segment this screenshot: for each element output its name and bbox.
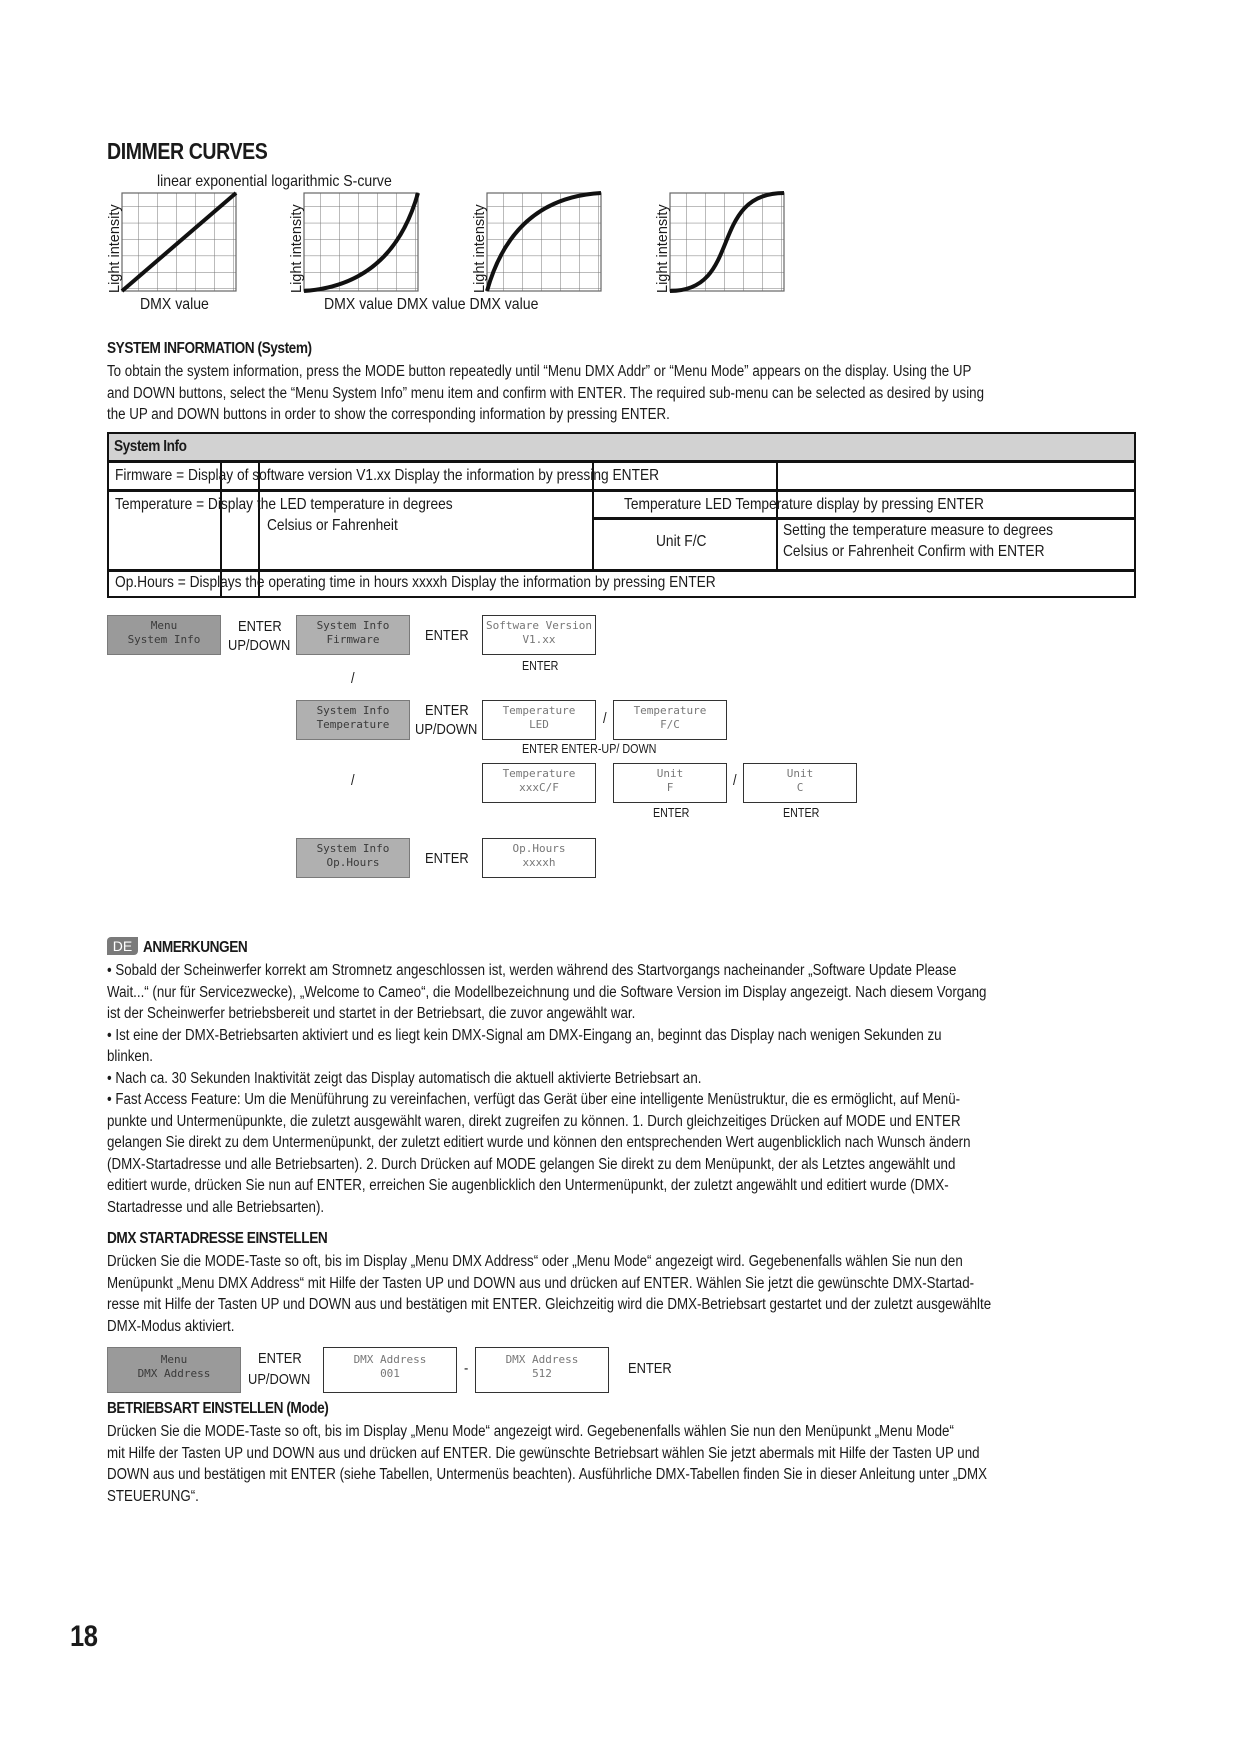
text-line: Wait...“ (nur für Servicezwecke), „Welcome to Cameo“, die Modellbezeichnung und die Software Version im Display angezeigt. Nach diesem Vorgang [107, 983, 987, 1001]
curve-xlabel-2: DMX value DMX value DMX value [324, 296, 539, 313]
text-line: punkte und Untermenüpunkte, die zuletzt ausgewählt waren, direkt zugreifen zu können. 1. Durch gleichzeitiges Drücken auf MODE und ENTER [107, 1112, 961, 1130]
text-line: gelangen Sie direkt zu dem Untermenüpunkt, der zuletzt editiert wurde und können den entsprechenden Wert augenblicklich nach Wunsch ändern [107, 1134, 971, 1151]
lcd-temperature-xxx: Temperature xxxC/F [482, 763, 596, 803]
curve-logarithmic-graph [487, 193, 601, 291]
table-line [107, 489, 1136, 492]
lcd-unit-f: Unit F [613, 763, 727, 803]
curve-exponential-graph [304, 193, 418, 291]
enter-label: ENTER [653, 806, 690, 820]
text-line: resse mit Hilfe der Tasten UP und DOWN aus und bestätigen mit ENTER. Gleichzeitig wird die DMX-Betriebsart gestartet und der zuletzt ausgewählte [107, 1296, 992, 1313]
enter-label: ENTER [425, 627, 469, 644]
text-line: editiert wurde, drücken Sie nun auf ENTER, erreichen Sie augenblicklich den Untermenüpunkt, der zuletzt angewählt und editiert wurde (DMX- [107, 1177, 949, 1194]
slash-label: / [351, 670, 355, 687]
curve-xlabel-1: DMX value [140, 296, 209, 313]
anmerkungen-heading: ANMERKUNGEN [143, 939, 248, 956]
table-header [109, 434, 1134, 460]
lcd-dmx-address-001: DMX Address 001 [323, 1347, 457, 1393]
curve-linear-graph [122, 193, 236, 291]
slash-label: / [351, 772, 355, 789]
system-info-heading: SYSTEM INFORMATION (System) [107, 340, 312, 357]
text-line: mit Hilfe der Tasten UP und DOWN aus und drücken auf ENTER. Die gewünschte Betriebsart wählen Sie jetzt abermals mit Hilfe der Tasten UP und [107, 1444, 980, 1462]
system-info-paragraph [107, 361, 1127, 426]
lcd-system-info-firmware: System Info Firmware [296, 615, 410, 655]
slash-label: / [733, 772, 737, 789]
language-badge: DE [107, 937, 138, 955]
enter-label: ENTER [238, 618, 282, 635]
text-line: (DMX-Startadresse und alle Betriebsarten). 2. Durch Drücken auf MODE gelangen Sie direkt zu dem Menüpunkt, der als Letztes angewählt und [107, 1155, 956, 1173]
table-row-temp-led: Temperature LED Temperature display by pressing ENTER [624, 496, 984, 513]
text-line: • Nach ca. 30 Sekunden Inaktivität zeigt das Display automatisch die aktuell aktivierte Betriebsart an. [107, 1069, 702, 1087]
curve-types-label: linear exponential logarithmic S-curve [157, 173, 392, 190]
text-line: • Sobald der Scheinwerfer korrekt am Stromnetz angeschlossen ist, werden während des Startvorgangs nacheinander „Software Update Please [107, 962, 957, 979]
dash-label: - [464, 1360, 469, 1377]
lcd-system-info-temperature: System Info Temperature [296, 700, 410, 740]
table-header-label: System Info [114, 438, 187, 455]
text-line: blinken. [107, 1048, 153, 1065]
text-line: ist der Scheinwerfer betriebsbereit und startet in der Betriebsart, die zuvor angewählt war. [107, 1005, 636, 1022]
text-line: STEUERUNG“. [107, 1487, 199, 1505]
text-line: Drücken Sie die MODE-Taste so oft, bis im Display „Menu DMX Address“ oder „Menu Mode“ angezeigt wird. Gegebenenfalls wählen Sie nun den [107, 1253, 963, 1270]
text-line: To obtain the system information, press the MODE button repeatedly until “Menu DMX Addr” or “Menu Mode” appears on the display. Using the UP [107, 363, 972, 380]
enter-label: ENTER [258, 1350, 302, 1367]
text-line: Drücken Sie die MODE-Taste so oft, bis im Display „Menu Mode“ angezeigt wird. Gegebenenfalls wählen Sie nun den Menüpunkt „Menu Mode“ [107, 1423, 954, 1440]
lcd-temperature-led: Temperature LED [482, 700, 596, 740]
text-line: and DOWN buttons, select the “Menu System Info” menu item and confirm with ENTER. The required sub-menu can be selected as desired by using [107, 384, 984, 402]
updown-label: UP/DOWN [415, 721, 478, 738]
dmx-start-heading: DMX STARTADRESSE EINSTELLEN [107, 1230, 328, 1247]
dmx-start-text [107, 1251, 1135, 1337]
table-line [592, 517, 1136, 520]
table-row-firmware: Firmware = Display of software version V1.xx Display the information by pressing ENTER [115, 467, 660, 484]
table-row-unit-desc-1: Setting the temperature measure to degrees [783, 522, 1054, 539]
curve-ylabel-2: Light intensity [289, 204, 305, 293]
curve-ylabel-3: Light intensity [472, 204, 488, 293]
table-row-temperature-cont: Celsius or Fahrenheit [267, 517, 398, 534]
enter-label: ENTER [425, 702, 469, 719]
text-line: Startadresse und alle Betriebsarten). [107, 1198, 325, 1216]
text-line: DOWN aus und bestätigen mit ENTER (siehe Tabellen, Untermenüs beachten). Ausführliche DMX-Tabellen finden Sie in dieser Anleitung unter „DMX [107, 1466, 987, 1483]
mode-text [107, 1421, 1130, 1507]
lcd-temperature-fc: Temperature F/C [613, 700, 727, 740]
anmerkungen-text [107, 960, 1130, 1218]
page-number: 18 [70, 1620, 98, 1653]
table-line [776, 460, 778, 571]
text-line: Menüpunkt „Menu DMX Address“ mit Hilfe der Tasten UP und DOWN aus und drücken auf ENTER. Wählen Sie jetzt die gewünschte DMX-Startad- [107, 1274, 975, 1292]
curve-ylabel-4: Light intensity [655, 204, 671, 293]
text-line: • Fast Access Feature: Um die Menüführung zu vereinfachen, verfügt das Gerät über eine intelligente Menüstruktur, die es ermöglicht, auf Menü- [107, 1091, 961, 1108]
text-line: the UP and DOWN buttons in order to show the corresponding information by pressing ENTER. [107, 406, 670, 423]
updown-label: UP/DOWN [248, 1371, 311, 1388]
enter-label: ENTER [425, 850, 469, 867]
curve-ylabel-1: Light intensity [107, 204, 123, 293]
table-line [107, 460, 1136, 463]
table-row-unit: Unit F/C [656, 533, 707, 550]
lcd-dmx-address-512: DMX Address 512 [475, 1347, 609, 1393]
lcd-software-version: Software Version V1.xx [482, 615, 596, 655]
table-row-ophours: Op.Hours = Displays the operating time in hours xxxxh Display the information by pressing ENTER [115, 574, 716, 591]
enter-label: ENTER [628, 1360, 672, 1377]
lcd-menu-dmx-address: Menu DMX Address [107, 1347, 241, 1393]
lcd-system-info-ophours: System Info Op.Hours [296, 838, 410, 878]
enter-label: ENTER [783, 806, 820, 820]
updown-label: UP/DOWN [228, 637, 291, 654]
enter-label: ENTER [522, 659, 559, 673]
text-line: • Ist eine der DMX-Betriebsarten aktiviert und es liegt kein DMX-Signal am DMX-Eingang an, beginnt das Display nach wenigen Sekunden zu [107, 1026, 942, 1044]
table-row-temperature: Temperature = Display the LED temperature in degrees [115, 496, 453, 513]
mode-heading: BETRIEBSART EINSTELLEN (Mode) [107, 1400, 329, 1417]
lcd-unit-c: Unit C [743, 763, 857, 803]
slash-label: / [603, 710, 607, 727]
table-line [107, 569, 1136, 572]
curve-s-curve-graph [670, 193, 784, 291]
lcd-menu-system-info: Menu System Info [107, 615, 221, 655]
lcd-ophours: Op.Hours xxxxh [482, 838, 596, 878]
text-line: DMX-Modus aktiviert. [107, 1317, 235, 1335]
table-row-unit-desc-2: Celsius or Fahrenheit Confirm with ENTER [783, 543, 1045, 560]
enter-updown-label: ENTER ENTER-UP/ DOWN [522, 742, 657, 756]
page-title: DIMMER CURVES [107, 138, 268, 164]
